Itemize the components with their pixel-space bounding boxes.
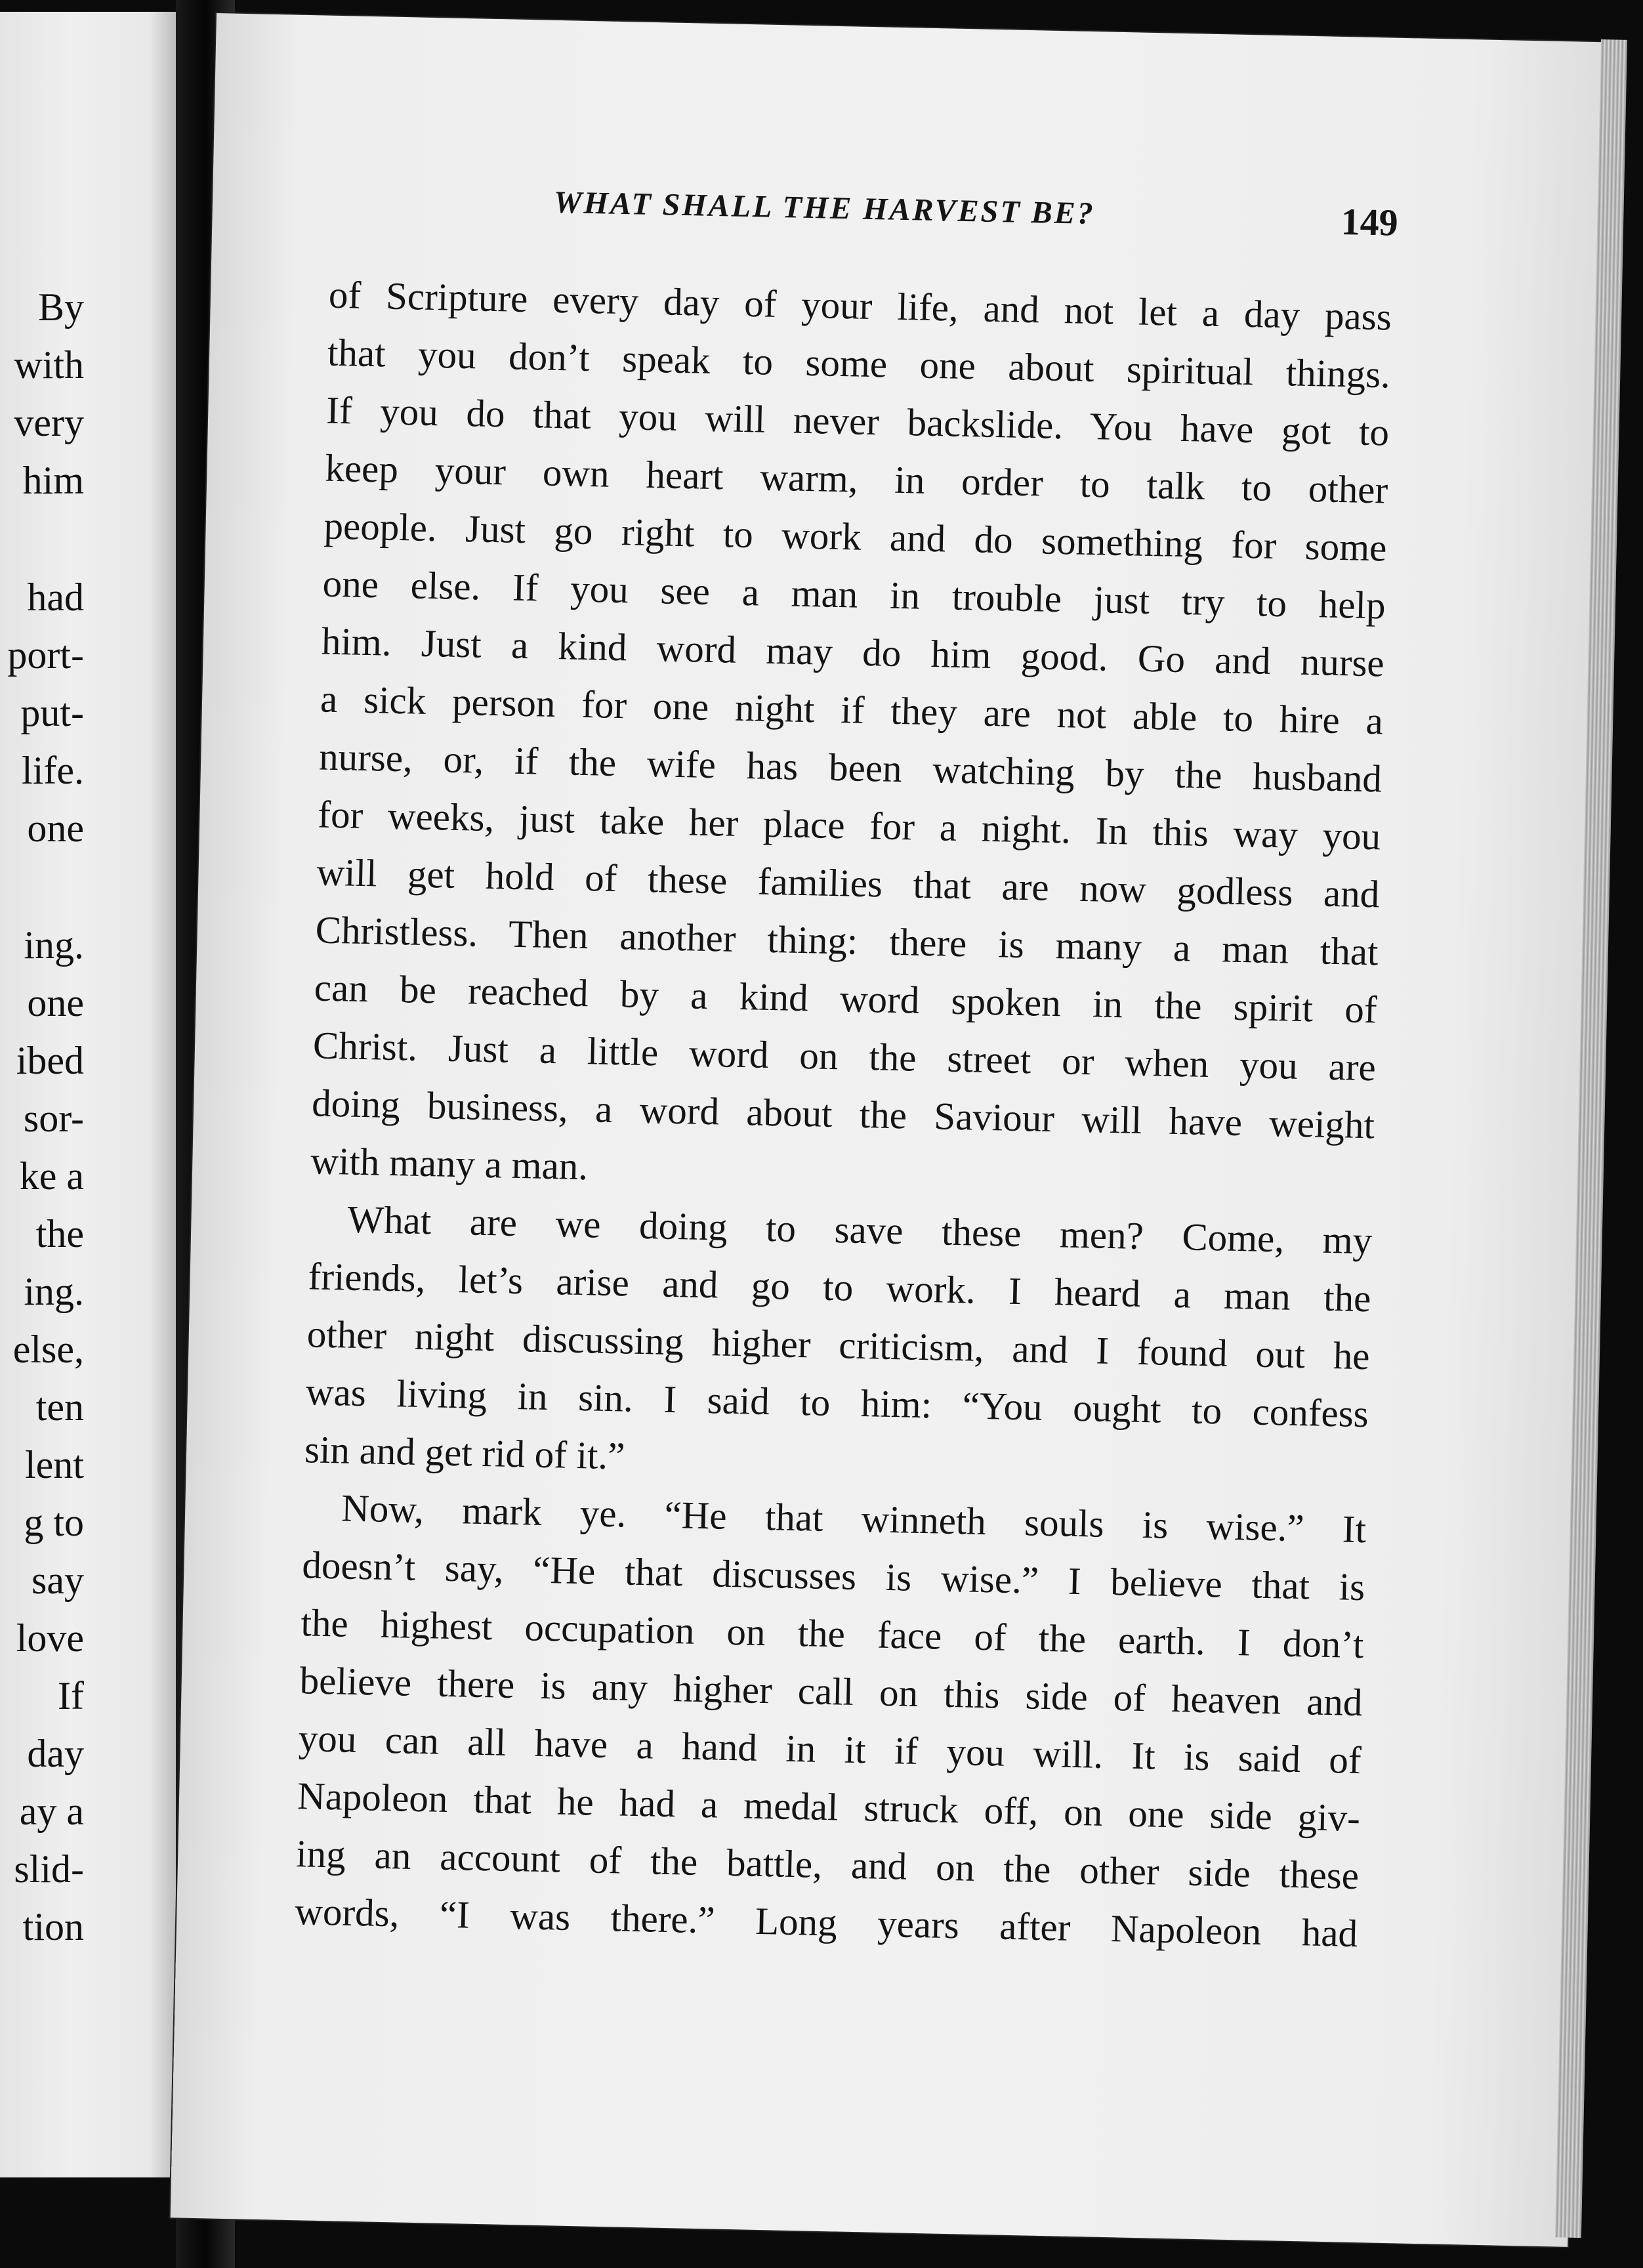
- left-page-line: else,: [12, 1328, 84, 1371]
- running-head: WHAT SHALL THE HARVEST BE?: [553, 184, 1096, 232]
- left-page-line: ay a: [19, 1790, 84, 1833]
- left-page-line: g to: [24, 1501, 84, 1544]
- right-book-page: [171, 13, 1614, 2247]
- body-line: other night discussing higher criticism, and I found out he: [306, 1312, 1371, 1378]
- body-line: sin and get rid of it.”: [304, 1427, 626, 1478]
- page-number: 149: [1341, 200, 1399, 244]
- left-page-line: ibed: [16, 1039, 84, 1082]
- body-line: was living in sin. I said to him: “You ought to confess: [305, 1370, 1369, 1436]
- body-line: doing business, a word about the Saviour will have weight: [311, 1081, 1375, 1147]
- body-line: What are we doing to save these men? Come, my: [346, 1197, 1373, 1263]
- body-line: one else. If you see a man in trouble just try to help: [322, 561, 1386, 627]
- left-page-line: life.: [22, 749, 84, 792]
- left-page-line: slid-: [14, 1847, 84, 1891]
- body-line: people. Just go right to work and do something for some: [323, 503, 1388, 570]
- left-page-line: put-: [20, 691, 84, 734]
- body-line: that you don’t speak to some one about spiritual things.: [327, 330, 1391, 396]
- left-page-line: If: [58, 1674, 84, 1717]
- left-page-line: port-: [7, 633, 84, 677]
- left-page-line: very: [14, 401, 84, 444]
- body-line: the highest occupation on the face of the earth. I don’t: [300, 1601, 1365, 1667]
- body-line: you can all have a hand in it if you will. It is said of: [298, 1716, 1362, 1782]
- left-page-line: one: [27, 981, 84, 1024]
- left-page-line: love: [16, 1616, 84, 1660]
- left-page-line: the: [35, 1212, 84, 1255]
- body-line: doesn’t say, “He that discusses is wise.” I believe that is: [301, 1543, 1365, 1609]
- left-facing-page: [0, 12, 176, 2177]
- left-page-line: ke a: [19, 1154, 84, 1198]
- body-line: nurse, or, if the wife has been watching by the husband: [318, 734, 1383, 801]
- left-page-line: lent: [25, 1443, 84, 1486]
- body-line: words, “I was there.” Long years after Napoleon had: [294, 1889, 1358, 1956]
- body-line: ing an account of the battle, and on the other side these: [295, 1832, 1360, 1898]
- left-page-line: had: [27, 576, 84, 619]
- left-page-line: ten: [35, 1385, 84, 1429]
- body-line: for weeks, just take her place for a night. In this way you: [317, 792, 1381, 858]
- left-page-line: By: [37, 285, 84, 329]
- body-line: Now, mark ye. “He that winneth souls is wise.” It: [341, 1486, 1367, 1551]
- body-line: keep your own heart warm, in order to talk to other: [324, 446, 1388, 512]
- left-page-line: day: [27, 1732, 84, 1775]
- left-page-line: tion: [22, 1905, 84, 1948]
- left-page-line: ing.: [24, 923, 84, 967]
- body-line: If you do that you will never backslide. You have got to: [325, 388, 1390, 454]
- left-page-line: sor-: [23, 1097, 84, 1140]
- body-line: a sick person for one night if they are not able to hire a: [320, 677, 1384, 743]
- body-line: Christless. Then another thing: there is many a man that: [315, 908, 1379, 974]
- body-line: friends, let’s arise and go to work. I heard a man the: [308, 1254, 1372, 1320]
- left-page-line: him: [22, 459, 84, 502]
- body-line: Napoleon that he had a medal struck off, on one side giv-: [297, 1774, 1361, 1840]
- body-line: Christ. Just a little word on the street or when you are: [312, 1023, 1377, 1089]
- body-line: believe there is any higher call on this side of heaven and: [299, 1658, 1363, 1725]
- left-page-line: ing.: [24, 1270, 84, 1313]
- body-line: of Scripture every day of your life, and not let a day pass: [328, 272, 1392, 339]
- body-line: with many a man.: [310, 1139, 589, 1188]
- left-page-line: say: [31, 1559, 84, 1602]
- body-line: can be reached by a kind word spoken in the spirit of: [314, 965, 1378, 1032]
- left-page-line: one: [27, 807, 84, 850]
- body-line: will get hold of these families that are now godless and: [316, 850, 1380, 916]
- body-line: him. Just a kind word may do him good. Go and nurse: [321, 619, 1385, 685]
- left-page-line: with: [14, 343, 84, 387]
